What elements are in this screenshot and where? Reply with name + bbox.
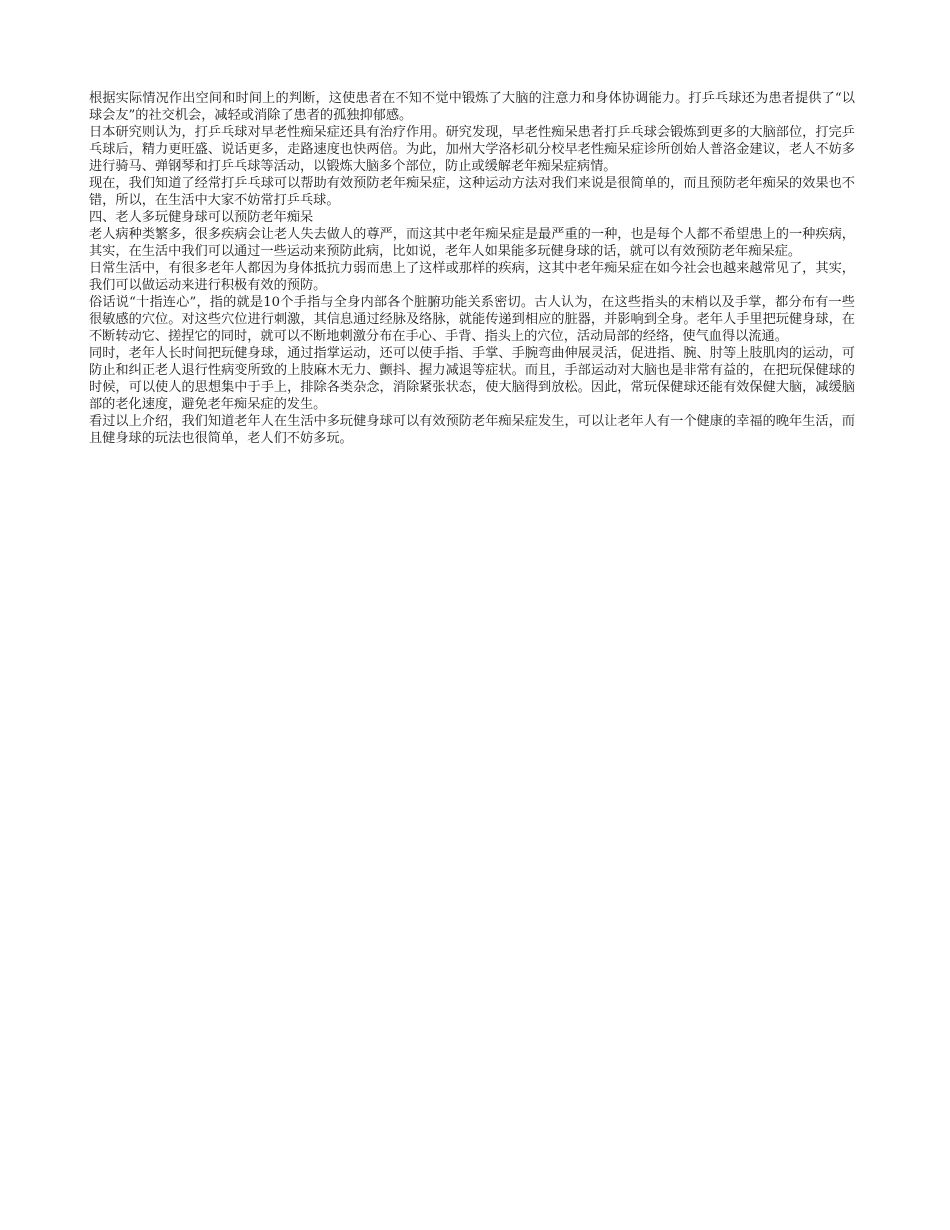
- document-body: [89, 90, 855, 447]
- paragraph-daily-life: 日常生活中，有很多老年人都因为身体抵抗力弱而患上了这样或那样的疾病，这其中老年痴呆症在如今社会也越来越常见了，其实，我们可以做运动来进行积极有效的预防。: [89, 261, 855, 293]
- paragraph-japan-research: 日本研究则认为，打乒乓球对早老性痴呆症还具有治疗作用。研究发现，早老性痴呆患者打乒乓球会锻炼到更多的大脑部位，打完乒乓球后，精力更旺盛、说话更多，走路速度也快两倍。为此，加州大学洛杉矶分校早老性痴呆症诊所创始人普洛金建议，老人不妨多进行骑马、弹钢琴和打乒乓球等活动，以锻炼大脑多个部位，防止或缓解老年痴呆症病情。: [89, 125, 855, 174]
- paragraph-fitness-ball-intro: 老人病种类繁多，很多疾病会让老人失去做人的尊严，而这其中老年痴呆症是最严重的一种，也是每个人都不希望患上的一种疾病，其实，在生活中我们可以通过一些运动来预防此病，比如说，老年人如果能多玩健身球的话，就可以有效预防老年痴呆症。: [89, 227, 855, 259]
- paragraph-ten-fingers: 俗话说“十指连心”，指的就是10个手指与全身内部各个脏腑功能关系密切。古人认为，在这些指头的末梢以及手掌，都分布有一些很敏感的穴位。对这些穴位进行刺激，其信息通过经脉及络脉，就能传递到相应的脏器，并影响到全身。老年人手里把玩健身球，在不断转动它、搓捏它的同时，就可以不断地刺激分布在手心、手背、指头上的穴位，活动局部的经络，使气血得以流通。: [89, 295, 855, 344]
- paragraph-hand-exercise: 同时，老年人长时间把玩健身球，通过指掌运动，还可以使手指、手掌、手腕弯曲伸展灵活，促进指、腕、肘等上肢肌肉的运动，可防止和纠正老人退行性病变所致的上肢麻木无力、颤抖、握力减退等症状。而且，手部运动对大脑也是非常有益的，在把玩保健球的时候，可以使人的思想集中于手上，排除各类杂念，消除紧张状态，使大脑得到放松。因此，常玩保健球还能有效保健大脑，减缓脑部的老化速度，避免老年痴呆症的发生。: [89, 346, 855, 412]
- paragraph-table-tennis-social: 根据实际情况作出空间和时间上的判断，这使患者在不知不觉中锻炼了大脑的注意力和身体协调能力。打乒乓球还为患者提供了“以球会友”的社交机会，减轻或消除了患者的孤独抑郁感。: [89, 91, 855, 123]
- section-heading-fitness-ball: 四、老人多玩健身球可以预防老年痴呆: [89, 210, 314, 225]
- paragraph-conclusion: 看过以上介绍，我们知道老年人在生活中多玩健身球可以有效预防老年痴呆症发生，可以让老年人有一个健康的幸福的晚年生活，而且健身球的玩法也很简单，老人们不妨多玩。: [89, 414, 855, 446]
- paragraph-table-tennis-summary: 现在，我们知道了经常打乒乓球可以帮助有效预防老年痴呆症，这种运动方法对我们来说是很简单的，而且预防老年痴呆的效果也不错，所以，在生活中大家不妨常打乒乓球。: [89, 176, 855, 208]
